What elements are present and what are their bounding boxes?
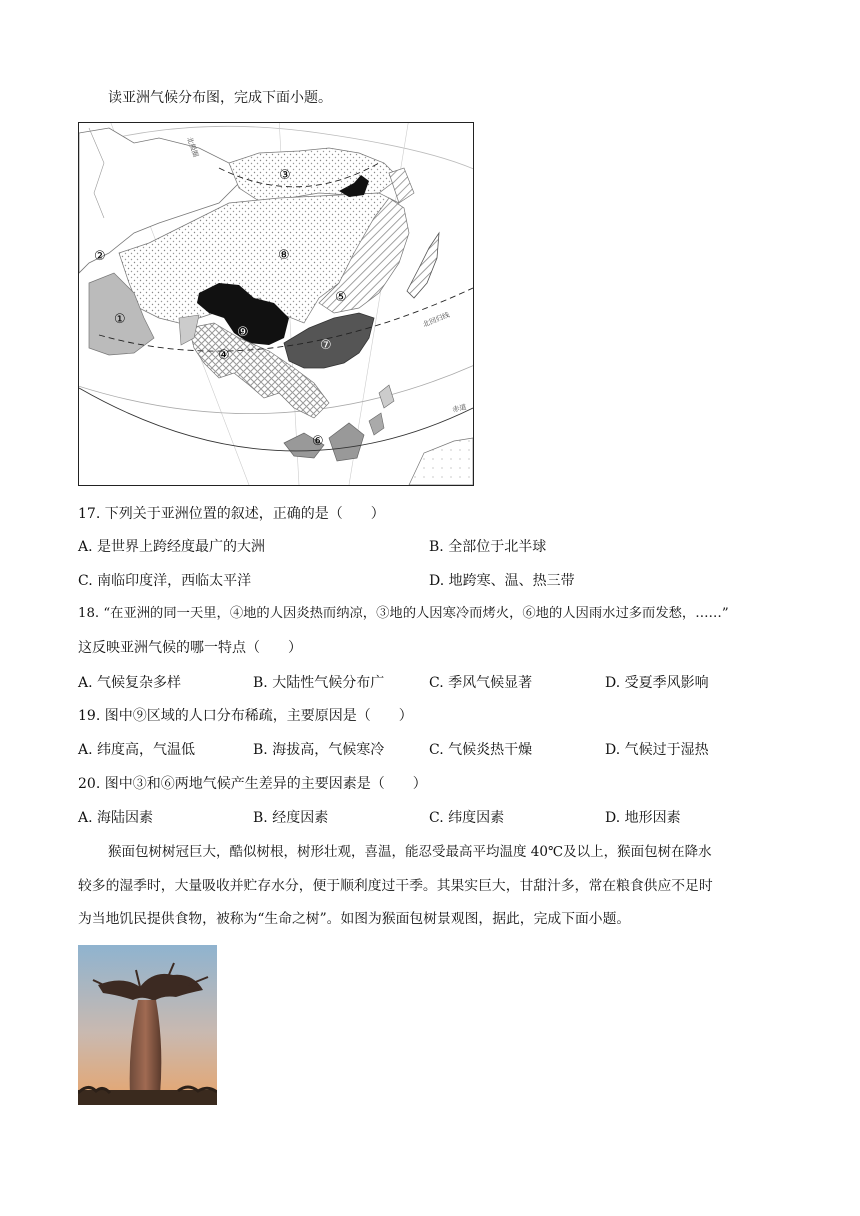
q19-option-b: B. 海拔高，气候寒冷 <box>253 742 385 758</box>
q19-option-a: A. 纬度高，气温低 <box>78 742 196 758</box>
map-label-8: ⑧ <box>278 248 290 263</box>
passage-line-3: 为当地饥民提供食物，被称为“生命之树”。如图为猴面包树景观图，据此，完成下面小题。 <box>78 911 631 927</box>
question-19-stem: 19. 图中⑨区域的人口分布稀疏，主要原因是（ ） <box>78 708 413 724</box>
question-20-stem: 20. 图中③和⑥两地气候产生差异的主要因素是（ ） <box>78 776 427 792</box>
q17-option-c: C. 南临印度洋，西临太平洋 <box>78 573 252 589</box>
map-drawing <box>79 123 473 485</box>
q17-option-a: A. 是世界上跨经度最广的大洲 <box>78 539 266 555</box>
passage-line-2: 较多的湿季时，大量吸收并贮存水分，便于顺利度过干季。其果实巨大，甘甜汁多，常在粮食供应不足时 <box>78 878 713 894</box>
q19-option-d: D. 气候过于湿热 <box>605 742 709 758</box>
q18-option-b: B. 大陆性气候分布广 <box>253 675 385 691</box>
map-label-6: ⑥ <box>312 434 324 449</box>
q18-option-d: D. 受夏季风影响 <box>605 675 709 691</box>
q17-option-d: D. 地跨寒、温、热三带 <box>429 573 575 589</box>
question-18-stem-line1: 18. “在亚洲的同一天里，④地的人因炎热而纳凉，③地的人因寒冷而烤火，⑥地的人因雨水过多而发愁，……” <box>78 606 729 621</box>
baobab-tree-photo <box>78 945 217 1105</box>
map-label-5: ⑤ <box>335 290 347 305</box>
q17-option-b: B. 全部位于北半球 <box>429 539 547 555</box>
passage-line-1: 猴面包树树冠巨大，酷似树根，树形壮观，喜温，能忍受最高平均温度 40℃及以上，猴面包树在降水 <box>108 844 712 860</box>
question-18-stem-line2: 这反映亚洲气候的哪一特点（ ） <box>78 640 302 656</box>
map-label-4: ④ <box>218 348 230 363</box>
equator-label: 赤道 <box>451 403 468 414</box>
q20-option-a: A. 海陆因素 <box>78 810 154 826</box>
q20-option-c: C. 纬度因素 <box>429 810 505 826</box>
map-label-9: ⑨ <box>237 325 249 340</box>
q18-option-c: C. 季风气候显著 <box>429 675 533 691</box>
asia-climate-map <box>78 122 474 486</box>
map-label-7: ⑦ <box>320 338 332 353</box>
arctic-circle-label: 北极圈 <box>185 135 200 159</box>
q20-option-b: B. 经度因素 <box>253 810 329 826</box>
map-label-2: ② <box>94 249 106 264</box>
q19-option-c: C. 气候炎热干燥 <box>429 742 533 758</box>
map-label-1: ① <box>114 312 126 327</box>
q18-option-a: A. 气候复杂多样 <box>78 675 182 691</box>
q20-option-d: D. 地形因素 <box>605 810 681 826</box>
tropic-of-cancer-label: 北回归线 <box>421 310 451 329</box>
map-label-3: ③ <box>279 168 291 183</box>
intro-text: 读亚洲气候分布图，完成下面小题。 <box>108 90 332 106</box>
question-17-stem: 17. 下列关于亚洲位置的叙述，正确的是（ ） <box>78 506 385 522</box>
